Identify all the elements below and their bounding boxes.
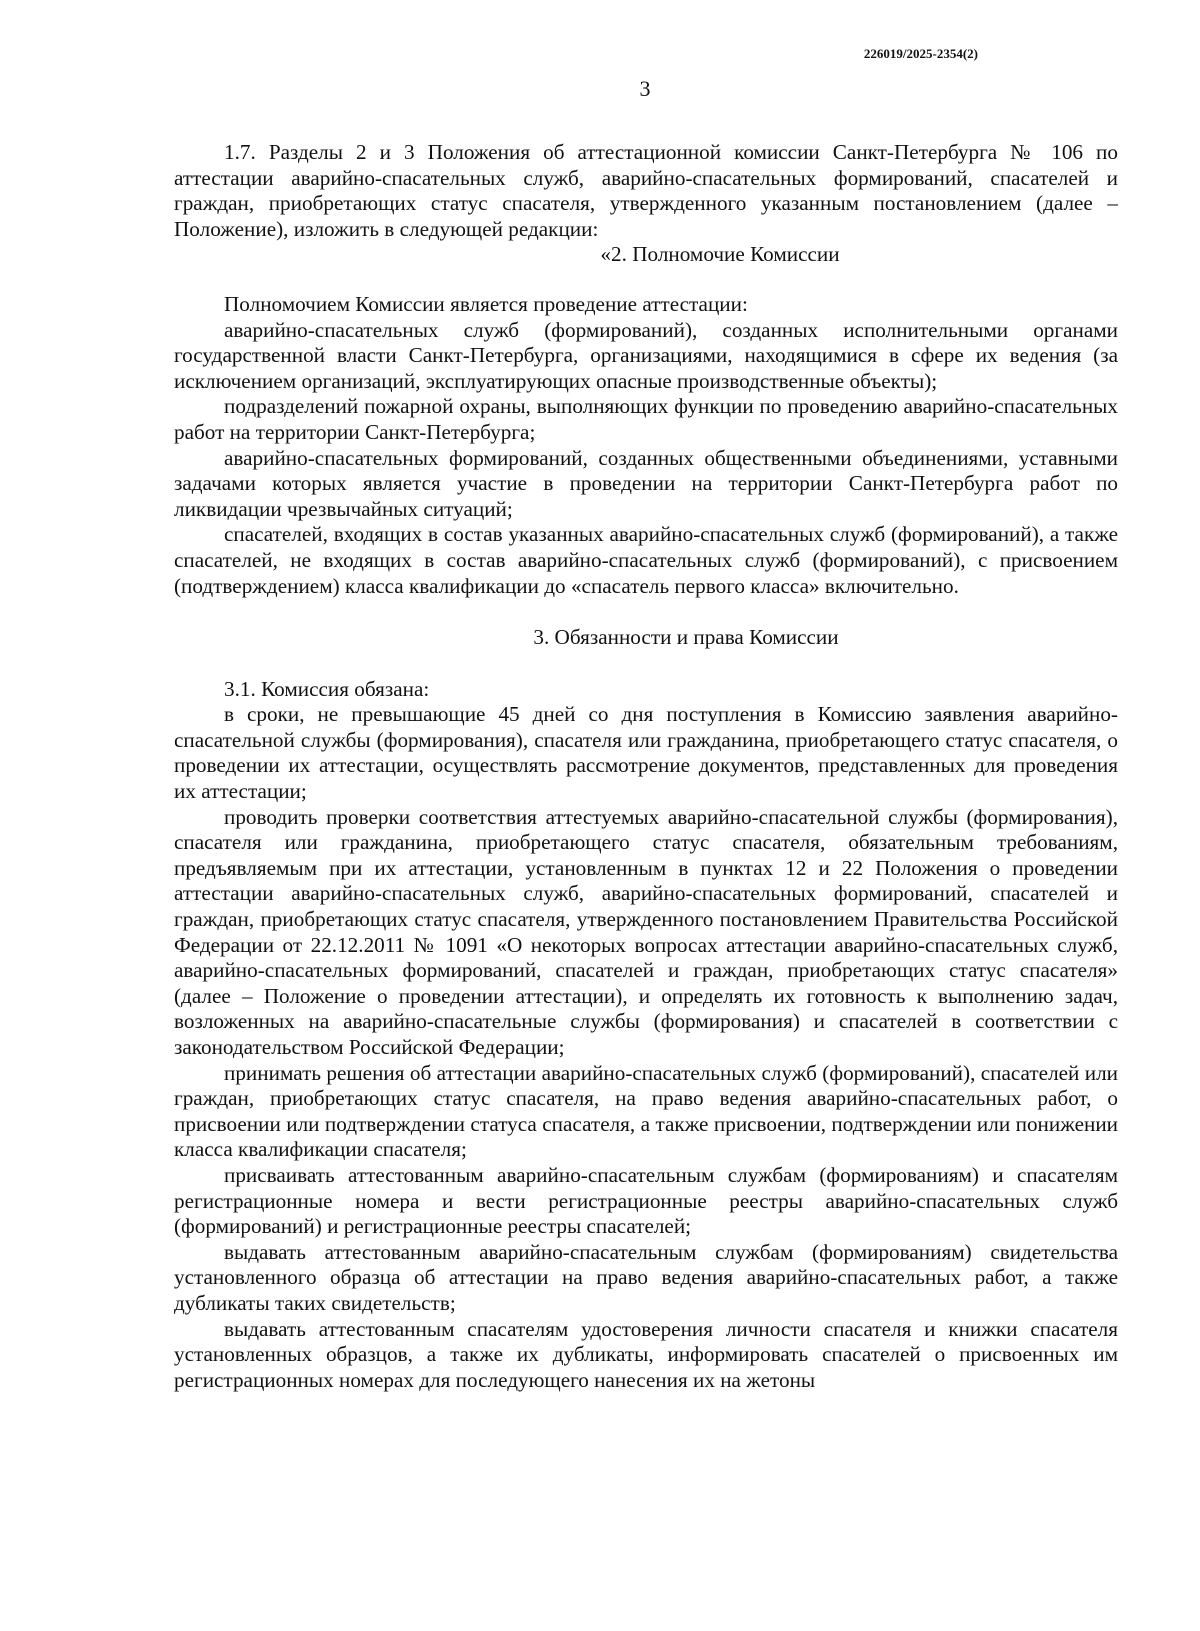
document-body [174, 140, 1118, 1393]
paragraph-3-1: 3.1. Комиссия обязана: [224, 676, 430, 701]
spacer [174, 651, 1118, 677]
section-2-title: «2. Полномочие Комиссии [600, 242, 840, 267]
paragraph-duty-5: выдавать аттестованным аварийно-спасательным службам (формированиям) свидетельства установленного образца об аттестации на право ведения аварийно-спасательных работ, а также дубликаты таких свидетельств; [174, 1239, 1118, 1315]
paragraph-authority-2: подразделений пожарной охраны, выполняющих функции по проведению аварийно-спасательных работ на территории Санкт-Петербурга; [174, 394, 1118, 444]
paragraph-authority-1: аварийно-спасательных служб (формирований), созданных исполнительными органами государственной власти Санкт-Петербурга, организациями, находящимися в сфере их ведения (за исключением организаций, эксплуатирующих опасные производственные объекты); [174, 317, 1118, 393]
document-registration-number: 226019/2025-2354(2) [863, 46, 978, 61]
paragraph-authority-intro: Полномочием Комиссии является проведение аттестации: [224, 291, 748, 316]
paragraph-duty-4: присваивать аттестованным аварийно-спасательным службам (формированиям) и спасателям регистрационные номера и вести регистрационные реестры аварийно-спасательных служб (формирований) и регистрационные реестры спасателей; [174, 1162, 1118, 1239]
spacer [174, 268, 1118, 292]
paragraph-authority-3: аварийно-спасательных формирований, созданных общественными объединениями, уставными задачами которых является участие в проведении на территории Санкт-Петербурга работ по ликвидации чрезвычайных ситуаций; [174, 445, 1118, 521]
paragraph-duty-1: в сроки, не превышающие 45 дней со дня поступления в Комиссию заявления аварийно-спасательной службы (формирования), спасателя или гражданина, приобретающего статус спасателя, о проведении их аттестации, осуществлять рассмотрение документов, представленных для проведения их аттестации; [174, 702, 1118, 804]
paragraph-duty-6: выдавать аттестованным спасателям удостоверения личности спасателя и книжки спасателя установленных образцов, а также их дубликаты, информировать спасателей о присвоенных им регистрационных номерах для последующего нанесения их на жетоны [174, 1316, 1118, 1392]
paragraph-authority-4: спасателей, входящих в состав указанных аварийно-спасательных служб (формирований), а также спасателей, не входящих в состав аварийно-спасательных служб (формирований), с присвоением (подтверждением) класса квалификации до «спасатель первого класса» включительно. [174, 522, 1118, 598]
section-3-title: 3. Обязанности и права Комиссии [533, 625, 839, 650]
page-number: 3 [639, 76, 651, 101]
paragraph-1-7: 1.7. Разделы 2 и 3 Положения об аттестационной комиссии Санкт-Петербурга № 106 по аттестации аварийно-спасательных служб, аварийно-спасательных формирований, спасателей и граждан, приобретающих статус спасателя, утвержденного указанным постановлением (далее – Положение), изложить в следующей редакции: [174, 140, 1118, 241]
spacer [174, 599, 1118, 625]
paragraph-duty-2: проводить проверки соответствия аттестуемых аварийно-спасательной службы (формирования), спасателя или гражданина, приобретающего статус спасателя, обязательным требованиям, предъявляемым при их аттестации, установленным в пунктах 12 и 22 Положения о проведении аттестации аварийно-спасательных служб, аварийно-спасательных формирований, спасателей и граждан, приобретающих статус спасателя, утвержденного постановлением Правительства Российской Федерации от 22.12.2011 № 1091 «О некоторых вопросах аттестации аварийно-спасательных служб, аварийно-спасательных формирований, спасателей и граждан, приобретающих статус спасателя» (далее – Положение о проведении аттестации), и определять их готовность к выполнению задач, возложенных на аварийно-спасательные службы (формирования) и спасателей в соответствии с законодательством Российской Федерации; [174, 804, 1118, 1059]
paragraph-duty-3: принимать решения об аттестации аварийно-спасательных служб (формирований), спасателей или граждан, приобретающих статус спасателя, на право ведения аварийно-спасательных работ, о присвоении или подтверждении статуса спасателя, а также присвоении, подтверждении или понижении класса квалификации спасателя; [174, 1060, 1118, 1162]
